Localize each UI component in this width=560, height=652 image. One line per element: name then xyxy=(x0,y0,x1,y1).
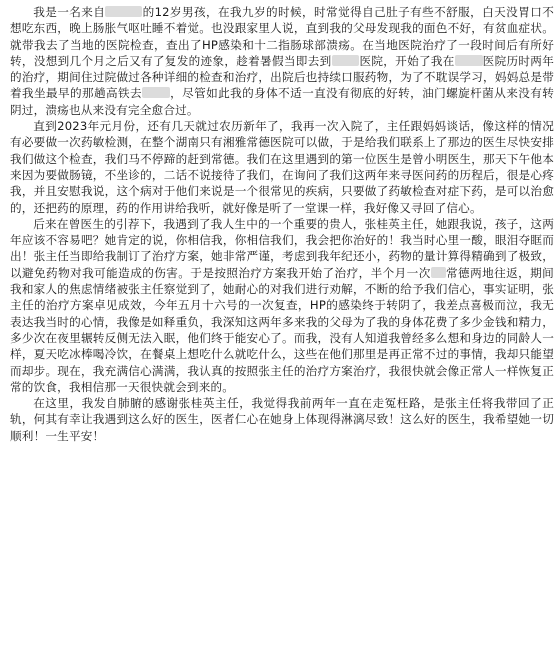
paragraph-text: 医院历时两年的治疗，期间住过院做过各种详细的检查和治疗，出院后也持续口服药物，为了不耽误学习，妈妈总是带着我坐最早的那趟高铁去 xyxy=(10,53,555,101)
redacted-text xyxy=(332,55,360,66)
paragraph-1 xyxy=(10,4,554,118)
paragraph-text: 医院，开始了我在 xyxy=(359,53,455,68)
redacted-text xyxy=(431,267,446,278)
paragraph-text: 常德两地往返，期间我和家人的焦虑情绪被张主任察觉到了，她耐心的对我们进行劝解，不断的给予我们信心，事实证明，张主任的治疗方案卓见成效，今年五月十六号的一次复查，HP的感染终于转阴了，我差点喜极而泣，我无表达我当时的心情，我像是如释重负，我深知这两年多来我的父母为了我的身体花费了多少金钱和精力，多少次在夜里辗转反侧无法入眠，他们终于能安心了。而我，没有人知道我曾经多么想和身边的同龄人一样，夏天吃冰棒喝冷饮，在餐桌上想吃什么就吃什么，这些在他们那里是再正常不过的事情，我却只能望而却步。现在，我充满信心满满，我认真的按照张主任的治疗方案治疗，我很快就会像正常人一样恢复正常的饮食，我相信那一天很快就会到来的。 xyxy=(10,265,554,394)
redacted-text xyxy=(142,87,170,98)
paragraph-4 xyxy=(10,395,554,444)
paragraph-text: ，尽管如此我的身体不适一直没有彻底的好转，油门螺旋杆菌从来没有转阴过，溃疡也从来没有完全愈合过。 xyxy=(10,86,554,117)
paragraph-3 xyxy=(10,216,554,395)
paragraph-text: 在这里，我发自肺腑的感谢张桂英主任，我觉得我前两年一直在走冤枉路，是张主任将我带回了正轨，何其有幸让我遇到这么好的医生，医者仁心在她身上体现得淋漓尽致！这么好的医生，我希望她一切顺利！一生平安！ xyxy=(10,396,554,443)
paragraph-text: 直到2023年元月份，还有几天就过农历新年了，我再一次入院了，主任跟妈妈谈话，像这样的情况有必要做一次药敏检测，在整个湖南只有湘雅常德医院可以做，于是给我们联系上了那边的医生尽快安排我们做这个检查，我们马不停蹄的赶到常德。我们在这里遇到的第一位医生是曾小明医生，那天下午他本来因为要做肠镜，不坐诊的，二话不说接待了我们，在询问了我们这两年来寻医问药的历程后，很是心疼我，并且安慰我说，这个病对于他们来说是一个很常见的疾病，只要做了药敏检查对症下药，是可以治愈的，还把药的原理，药的作用讲给我听，就好像是听了一堂课一样，我好像又寻回了信心。 xyxy=(10,119,554,215)
paragraph-2 xyxy=(10,118,554,216)
redacted-text xyxy=(105,6,142,17)
letter-document xyxy=(4,4,556,648)
paragraph-text: 后来在曾医生的引荐下，我遇到了我人生中的一个重要的贵人，张桂英主任，她跟我说，孩子，这两年应该不容易吧？她肯定的说，你相信我，你相信我们，我会把你治好的！我当时心里一酸，眼泪夺眶而出！张主任当即给我制订了治疗方案，她非常严谨，考虑到我年纪还小，药物的量计算得精确到了极致，以避免药物对我可能造成的伤害。于是按照治疗方案我开始了治疗，半个月一次 xyxy=(10,216,554,280)
paragraph-text: 我是一名来自 xyxy=(33,5,106,19)
redacted-text xyxy=(455,55,483,66)
paragraph-text: 的12岁男孩，在我九岁的时候，时常觉得自己肚子有些不舒服，白天没胃口不想吃东西，晚上肠胀气呕吐睡不着觉。也没跟家里人说，直到我的父母发现我的面色不好，有贫血症状。就带我去了当地的医院检查，查出了HP感染和十二指肠球部溃疡。在当地医院治疗了一段时间后有所好转，没想到几个月之后又有了复发的迹象，趁着暑假当即去到 xyxy=(10,5,554,68)
